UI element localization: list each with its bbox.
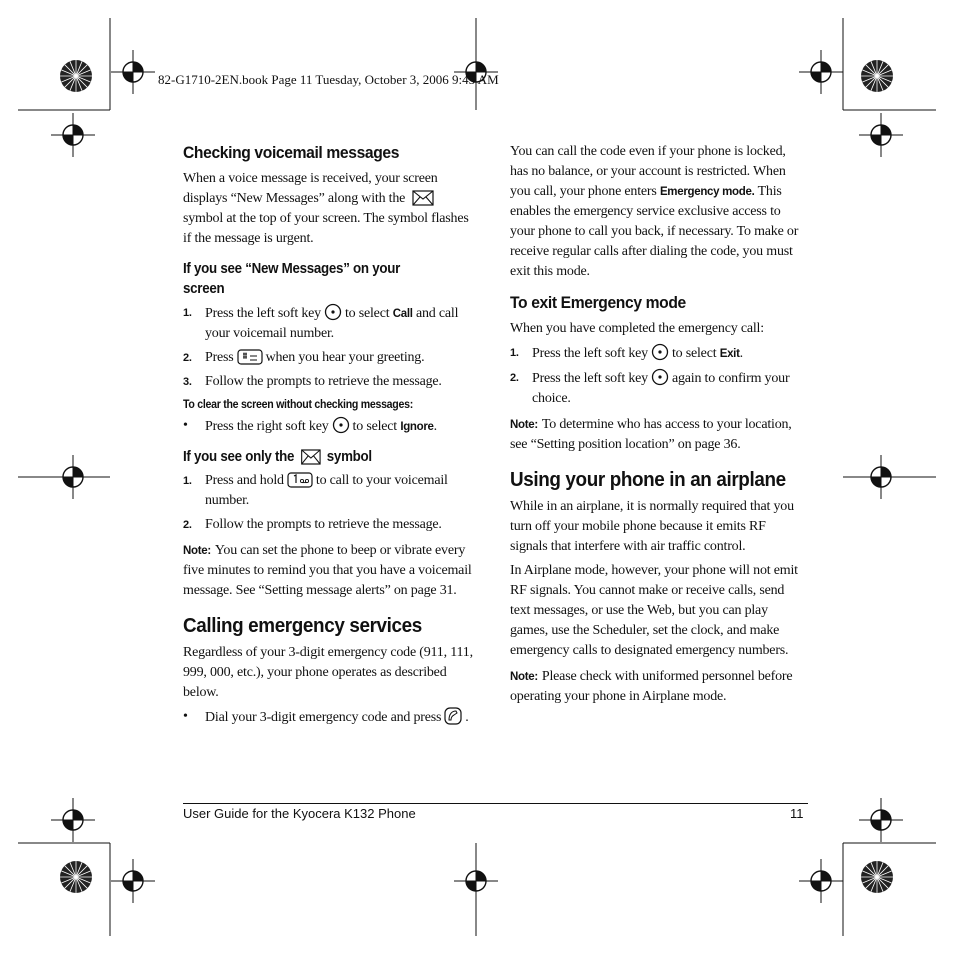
bullet-ignore: • Press the right soft key to select Ignore. [183, 418, 437, 434]
pound-key-icon [237, 349, 263, 365]
soft-key-icon [651, 368, 669, 386]
paragraph-emergency-mode: You can call the code even if your phone is locked, has no balance, or your account is restricted. When you call, your phone enters Emergency mode. This enables the emergency service exclusive access to your phone to call you back, if necessary. To make or receive regular calls after dialing the code, you must exit this mode. [510, 144, 799, 279]
bullet-dial-emergency: • Dial your 3-digit emergency code and press . [183, 709, 469, 725]
exit-step-1: 1. Press the left soft key to select Exit. [510, 343, 805, 364]
print-job-line: 82-G1710-2EN.book Page 11 Tuesday, October 3, 2006 9:45 AM [158, 72, 499, 87]
footer-title: User Guide for the Kyocera K132 Phone [183, 806, 416, 821]
heading-only-symbol: If you see only the symbol [183, 449, 372, 465]
paragraph-airplane-1: While in an airplane, it is normally required that you turn off your mobile phone because it emits RF signals that interfere with air traffic control. [510, 499, 794, 554]
voicemail-one-key-icon [287, 472, 313, 488]
heading-exit-emergency: To exit Emergency mode [510, 293, 686, 312]
note-airplane: Note: Please check with uniformed personnel before operating your phone in Airplane mode. [510, 669, 793, 704]
heading-new-messages: If you see “New Messages” on your screen [183, 261, 401, 297]
paragraph-voicemail-intro: When a voice message is received, your screen displays “New Messages” along with the symbol at the top of your screen. The symbol flashes if the message is urgent. [183, 171, 469, 246]
left-column [183, 142, 478, 732]
step-2: 2. Press when you hear your greeting. [183, 350, 425, 365]
paragraph-exit-intro: When you have completed the emergency call: [510, 321, 764, 336]
soft-key-icon [651, 343, 669, 361]
soft-key-icon [324, 303, 342, 321]
step-hold-2: 2. Follow the prompts to retrieve the message. [183, 517, 442, 532]
heading-airplane: Using your phone in an airplane [510, 468, 786, 491]
soft-key-icon [332, 416, 350, 434]
send-key-icon [444, 707, 462, 725]
step-3: 3. Follow the prompts to retrieve the message. [183, 374, 442, 389]
note-location: Note: To determine who has access to your location, see “Setting position location” on page 36. [510, 417, 792, 452]
footer-rule [183, 803, 808, 804]
page-number: 11 [790, 806, 804, 821]
right-column [510, 142, 805, 711]
envelope-icon [412, 190, 434, 206]
step-hold-1: 1. Press and hold to call to your voicemail number. [183, 473, 448, 508]
note-reminder: Note: You can set the phone to beep or vibrate every five minutes to remind you that you have a voicemail message. See “Setting message alerts” on page 31. [183, 543, 472, 598]
paragraph-airplane-2: In Airplane mode, however, your phone will not emit RF signals. You cannot make or receive calls, send text messages, or use the Web, but you can play games, use the Scheduler, set the clock, and make emergency calls to designated emergency numbers. [510, 563, 798, 658]
exit-step-2: 2. Press the left soft key again to confirm your choice. [510, 368, 805, 409]
heading-calling-emergency: Calling emergency services [183, 614, 422, 637]
envelope-icon [300, 449, 320, 465]
heading-checking-voicemail: Checking voicemail messages [183, 143, 400, 162]
paragraph-emergency: Regardless of your 3-digit emergency code (911, 111, 999, 000, etc.), your phone operates as described below. [183, 645, 473, 700]
clear-screen-heading: To clear the screen without checking messages: [183, 399, 413, 411]
step-1: 1. Press the left soft key to select Call and call your voicemail number. [183, 303, 478, 344]
